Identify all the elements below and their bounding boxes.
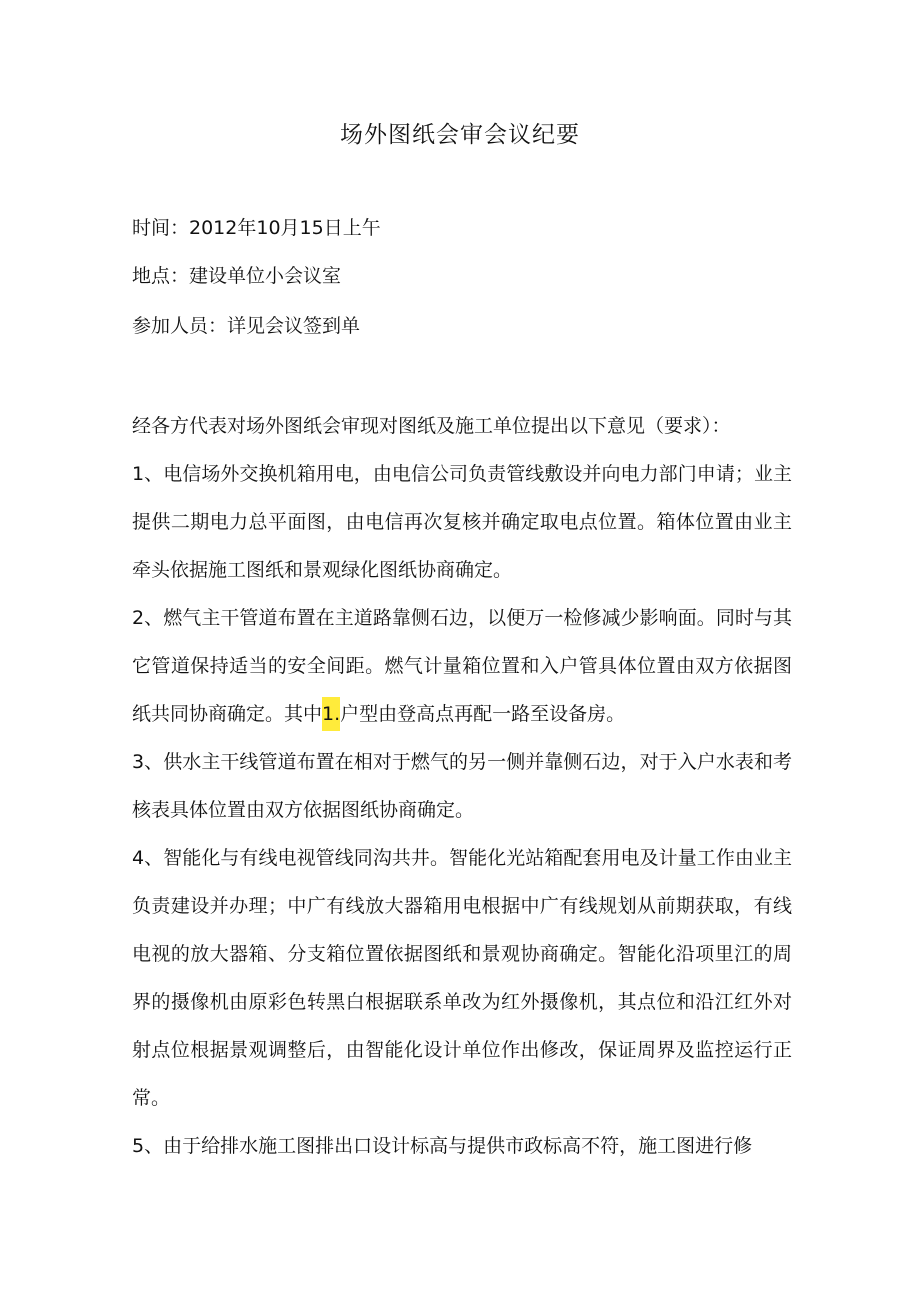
meeting-time: 时间：2012年10月15日上午 [132,217,381,239]
item-3-paragraph: 3、供水主干线管道布置在相对于燃气的另一侧并靠侧石边，对于入户水表和考核表具体位置由双方依据图纸协商确定。 [132,751,792,821]
item-1-paragraph: 1、电信场外交换机箱用电，由电信公司负责管线敷设并向电力部门申请；业主提供二期电力总平面图，由电信再次复核并确定取电点位置。箱体位置由业主牵头依据施工图纸和景观绿化图纸协商确定。 [132,463,792,581]
item-2-text-after: 户型由登高点再配一路至设备房。 [340,703,626,725]
item-5-paragraph: 5、由于给排水施工图排出口设计标高与提供市政标高不符，施工图进行修 [132,1135,753,1157]
item-4-paragraph: 4、智能化与有线电视管线同沟共井。智能化光站箱配套用电及计量工作由业主负责建设并办理；中广有线放大器箱用电根据中广有线规划从前期获取，有线电视的放大器箱、分支箱位置依据图纸和景观协商确定。智能化沿项里江的周界的摄像机由原彩色转黑白根据联系单改为红外摄像机，其点位和沿江红外对射点位根据景观调整后，由智能化设计单位作出修改，保证周界及监控运行正常。 [132,847,792,1109]
document-body [132,402,792,1170]
highlighted-text: 1. [322,697,340,731]
meeting-participants: 参加人员：详见会议签到单 [132,315,361,337]
item-2-text-before: 2、燃气主干管道布置在主道路靠侧石边，以便万一检修减少影响面。同时与其它管道保持适当的安全间距。燃气计量箱位置和入户管具体位置由双方依据图纸共同协商确定。其中 [132,607,792,725]
meeting-place: 地点：建设单位小会议室 [132,265,342,287]
item-2-paragraph [132,594,792,738]
document-title: 场外图纸会审会议纪要 [340,122,580,148]
intro-paragraph: 经各方代表对场外图纸会审现对图纸及施工单位提出以下意见（要求）： [132,415,731,437]
